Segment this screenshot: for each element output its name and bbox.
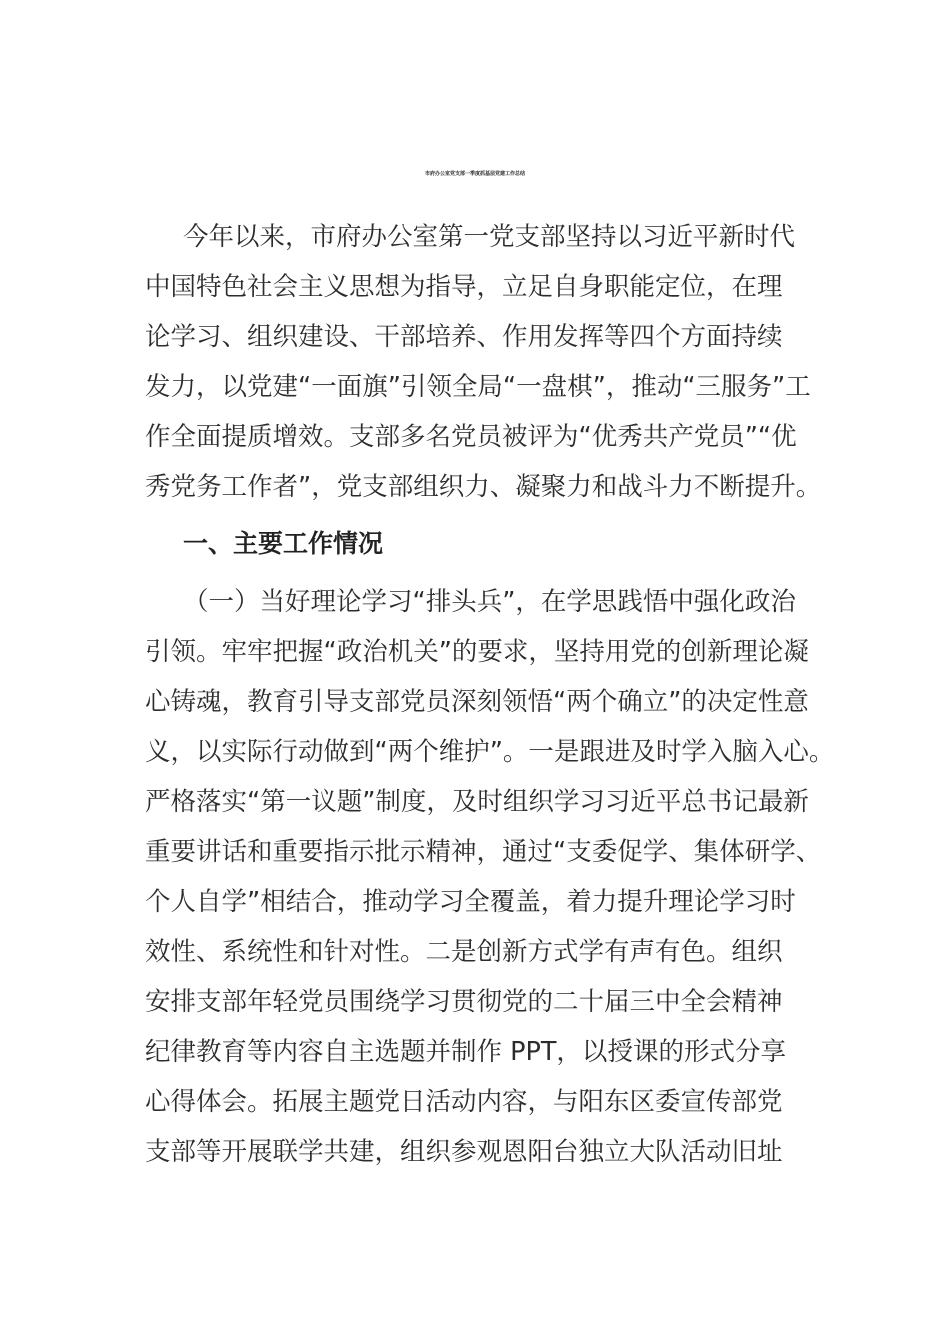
section-line-12: 支部等开展联学共建，组织参观恩阳台独立大队活动旧址 — [145, 1137, 783, 1167]
section-line-5: 严格落实“第一议题”制度，及时组织学习习近平总书记最新 — [145, 787, 809, 817]
section-line-7: 个人自学”相结合，推动学习全覆盖，着力提升理论学习时 — [145, 887, 796, 917]
section-line-9: 安排支部年轻党员围绕学习贯彻党的二十届三中全会精神 — [145, 987, 783, 1017]
section-heading: 一、主要工作情况 — [183, 529, 384, 558]
section-line-10: 纪律教育等内容自主选题并制作 PPT，以授课的形式分享 — [145, 1037, 786, 1067]
section-line-3: 心铸魂，教育引导支部党员深刻领悟“两个确立”的决定性意 — [145, 687, 809, 717]
section-line-11: 心得体会。拓展主题党日活动内容，与阳东区委宣传部党 — [145, 1087, 783, 1117]
section-line-6: 重要讲话和重要指示批示精神，通过“支委促学、集体研学、 — [145, 837, 822, 867]
section-line-2: 引领。牢牢把握“政治机关”的要求，坚持用党的创新理论凝 — [145, 637, 809, 667]
intro-line-1: 今年以来，市府办公室第一党支部坚持以习近平新时代 — [183, 222, 796, 252]
document-title: 市府办公室党支部一季度抓基层党建工作总结 — [424, 171, 525, 177]
section-line-1: （一）当好理论学习“排头兵”，在学思践悟中强化政治 — [183, 587, 796, 617]
intro-line-2: 中国特色社会主义思想为指导，立足自身职能定位，在理 — [145, 272, 783, 302]
intro-line-3: 论学习、组织建设、干部培养、作用发挥等四个方面持续 — [145, 322, 783, 352]
intro-line-4: 发力，以党建“一面旗”引领全局“一盘棋”，推动“三服务”工 — [145, 372, 811, 402]
section-line-8: 效性、系统性和针对性。二是创新方式学有声有色。组织 — [145, 937, 783, 967]
section-line-4: 义，以实际行动做到“两个维护”。一是跟进及时学入脑入心。 — [145, 737, 835, 767]
intro-line-5: 作全面提质增效。支部多名党员被评为“优秀共产党员”“优 — [145, 422, 797, 452]
intro-line-6: 秀党务工作者”，党支部组织力、凝聚力和战斗力不断提升。 — [145, 472, 822, 502]
